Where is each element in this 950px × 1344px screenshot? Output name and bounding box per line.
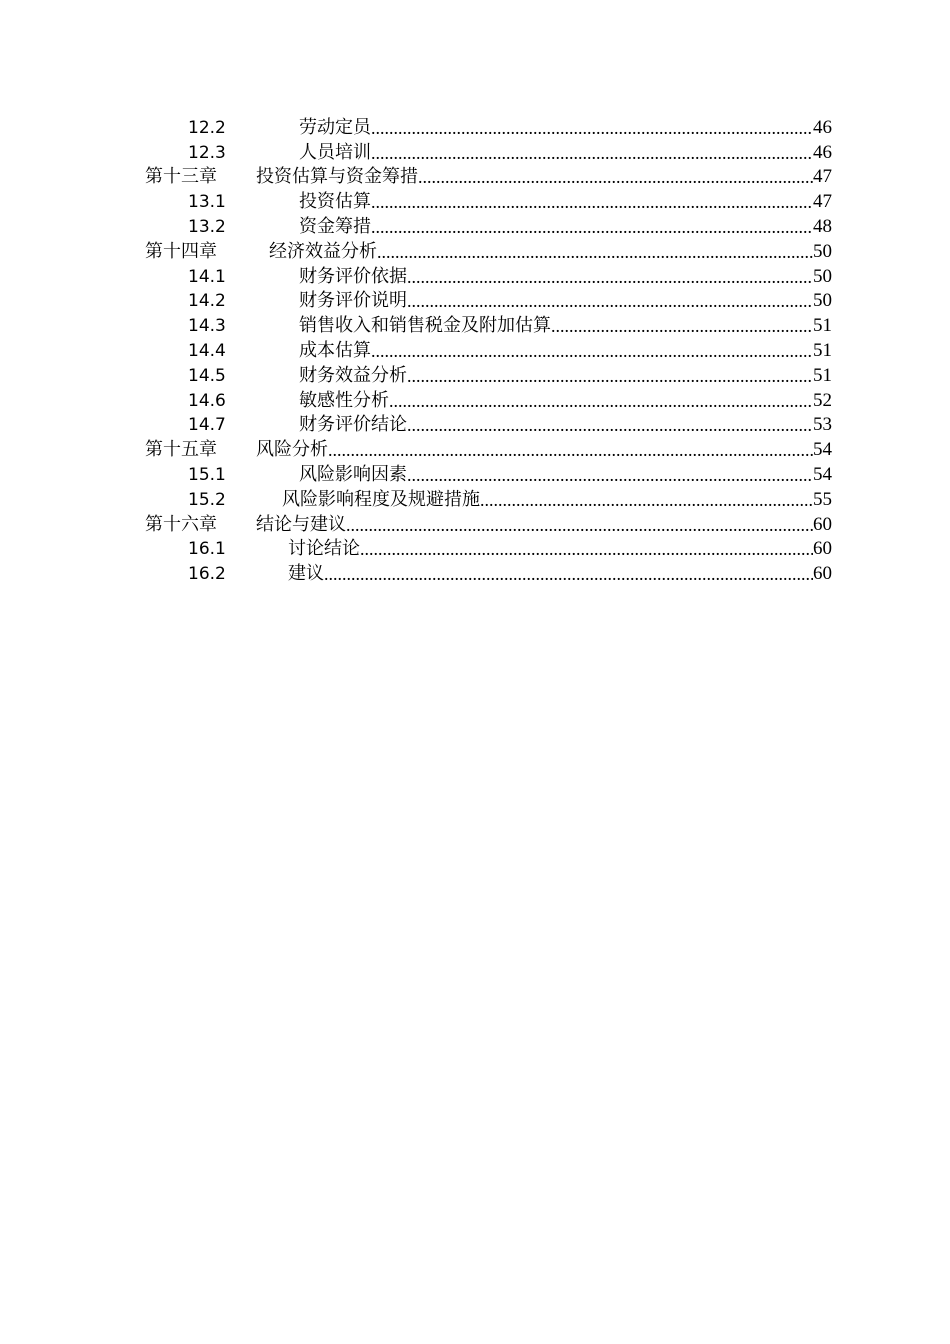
toc-chapter-title: 经济效益分析 (269, 240, 377, 262)
toc-entry-page: 55 (813, 488, 832, 510)
toc-entry-title: 讨论结论 (288, 538, 360, 560)
toc-entry-page: 50 (813, 290, 832, 312)
toc-chapter-number: 第十六章 (145, 513, 217, 535)
toc-entry-number: 14.3 (188, 316, 226, 337)
toc-entry-page: 46 (813, 116, 832, 138)
toc-entry-page: 48 (813, 215, 832, 237)
toc-dot-leader (371, 215, 813, 239)
toc-chapter-number: 第十五章 (145, 439, 217, 461)
toc-entry-chapter-16[interactable] (145, 512, 832, 537)
toc-dot-leader (407, 413, 813, 437)
toc-entry-13-2[interactable] (145, 214, 832, 239)
toc-dot-leader (371, 190, 813, 214)
toc-entry-page: 54 (813, 463, 832, 485)
toc-chapter-title: 结论与建议 (256, 513, 346, 535)
toc-entry-title: 财务评价结论 (299, 414, 407, 436)
toc-entry-12-2[interactable] (145, 115, 832, 140)
toc-chapter-title: 投资估算与资金筹措 (256, 166, 418, 188)
toc-entry-title: 财务效益分析 (299, 364, 407, 386)
toc-entry-number: 15.2 (188, 489, 226, 510)
toc-entry-number: 14.4 (188, 340, 226, 361)
toc-dot-leader (328, 438, 813, 462)
toc-entry-chapter-14[interactable] (145, 239, 832, 264)
toc-entry-title: 敏感性分析 (299, 389, 389, 411)
toc-entry-chapter-15[interactable] (145, 437, 832, 462)
toc-entry-14-3[interactable] (145, 313, 832, 338)
toc-entry-title: 财务评价说明 (299, 290, 407, 312)
toc-dot-leader (324, 562, 813, 586)
toc-entry-page: 50 (813, 265, 832, 287)
toc-dot-leader (371, 116, 813, 140)
toc-entry-page: 52 (813, 389, 832, 411)
toc-dot-leader (407, 265, 813, 289)
toc-entry-14-7[interactable] (145, 413, 832, 438)
toc-entry-page: 51 (813, 339, 832, 361)
toc-entry-15-2[interactable] (145, 487, 832, 512)
toc-entry-page: 51 (813, 315, 832, 337)
toc-entry-14-5[interactable] (145, 363, 832, 388)
toc-dot-leader (371, 141, 813, 165)
toc-dot-leader (389, 389, 813, 413)
toc-entry-16-1[interactable] (145, 537, 832, 562)
toc-entry-14-6[interactable] (145, 388, 832, 413)
toc-chapter-title: 风险分析 (256, 439, 328, 461)
toc-entry-number: 14.5 (188, 365, 226, 386)
toc-entry-title: 风险影响程度及规避措施 (282, 488, 480, 510)
toc-chapter-number: 第十四章 (145, 240, 217, 262)
toc-dot-leader (551, 314, 813, 338)
toc-entry-15-1[interactable] (145, 462, 832, 487)
toc-entry-12-3[interactable] (145, 140, 832, 165)
toc-entry-number: 14.1 (188, 266, 226, 287)
toc-entry-13-1[interactable] (145, 189, 832, 214)
toc-entry-title: 成本估算 (299, 339, 371, 361)
toc-entry-number: 14.2 (188, 291, 226, 312)
toc-entry-title: 建议 (288, 563, 324, 585)
toc-entry-16-2[interactable] (145, 561, 832, 586)
toc-entry-title: 风险影响因素 (299, 463, 407, 485)
toc-entry-page: 50 (813, 240, 832, 262)
toc-entry-14-4[interactable] (145, 338, 832, 363)
toc-entry-page: 60 (813, 513, 832, 535)
toc-dot-leader (360, 537, 813, 561)
toc-entry-number: 16.2 (188, 564, 226, 585)
toc-entry-page: 51 (813, 364, 832, 386)
toc-dot-leader (407, 463, 813, 487)
toc-dot-leader (418, 165, 813, 189)
toc-entry-title: 人员培训 (299, 141, 371, 163)
toc-entry-page: 47 (813, 191, 832, 213)
toc-dot-leader (377, 240, 813, 264)
toc-dot-leader (407, 364, 813, 388)
toc-entry-title: 劳动定员 (299, 116, 371, 138)
toc-entry-14-2[interactable] (145, 289, 832, 314)
toc-dot-leader (346, 513, 813, 537)
toc-entry-number: 16.1 (188, 539, 226, 560)
table-of-contents (145, 115, 832, 586)
toc-entry-number: 13.2 (188, 216, 226, 237)
toc-entry-page: 60 (813, 563, 832, 585)
toc-entry-title: 财务评价依据 (299, 265, 407, 287)
toc-entry-number: 12.3 (188, 142, 226, 163)
toc-entry-chapter-13[interactable] (145, 165, 832, 190)
toc-entry-number: 14.7 (188, 415, 226, 436)
toc-entry-14-1[interactable] (145, 264, 832, 289)
toc-dot-leader (407, 289, 813, 313)
toc-entry-page: 47 (813, 166, 832, 188)
toc-entry-number: 12.2 (188, 117, 226, 138)
toc-dot-leader (371, 339, 813, 363)
toc-entry-page: 46 (813, 141, 832, 163)
toc-entry-title: 销售收入和销售税金及附加估算 (299, 315, 551, 337)
toc-entry-number: 15.1 (188, 464, 226, 485)
toc-chapter-number: 第十三章 (145, 166, 217, 188)
toc-entry-title: 投资估算 (299, 191, 371, 213)
toc-entry-number: 13.1 (188, 192, 226, 213)
toc-entry-page: 53 (813, 414, 832, 436)
toc-entry-page: 60 (813, 538, 832, 560)
toc-entry-number: 14.6 (188, 390, 226, 411)
toc-entry-title: 资金筹措 (299, 215, 371, 237)
toc-entry-page: 54 (813, 439, 832, 461)
toc-dot-leader (480, 488, 813, 512)
